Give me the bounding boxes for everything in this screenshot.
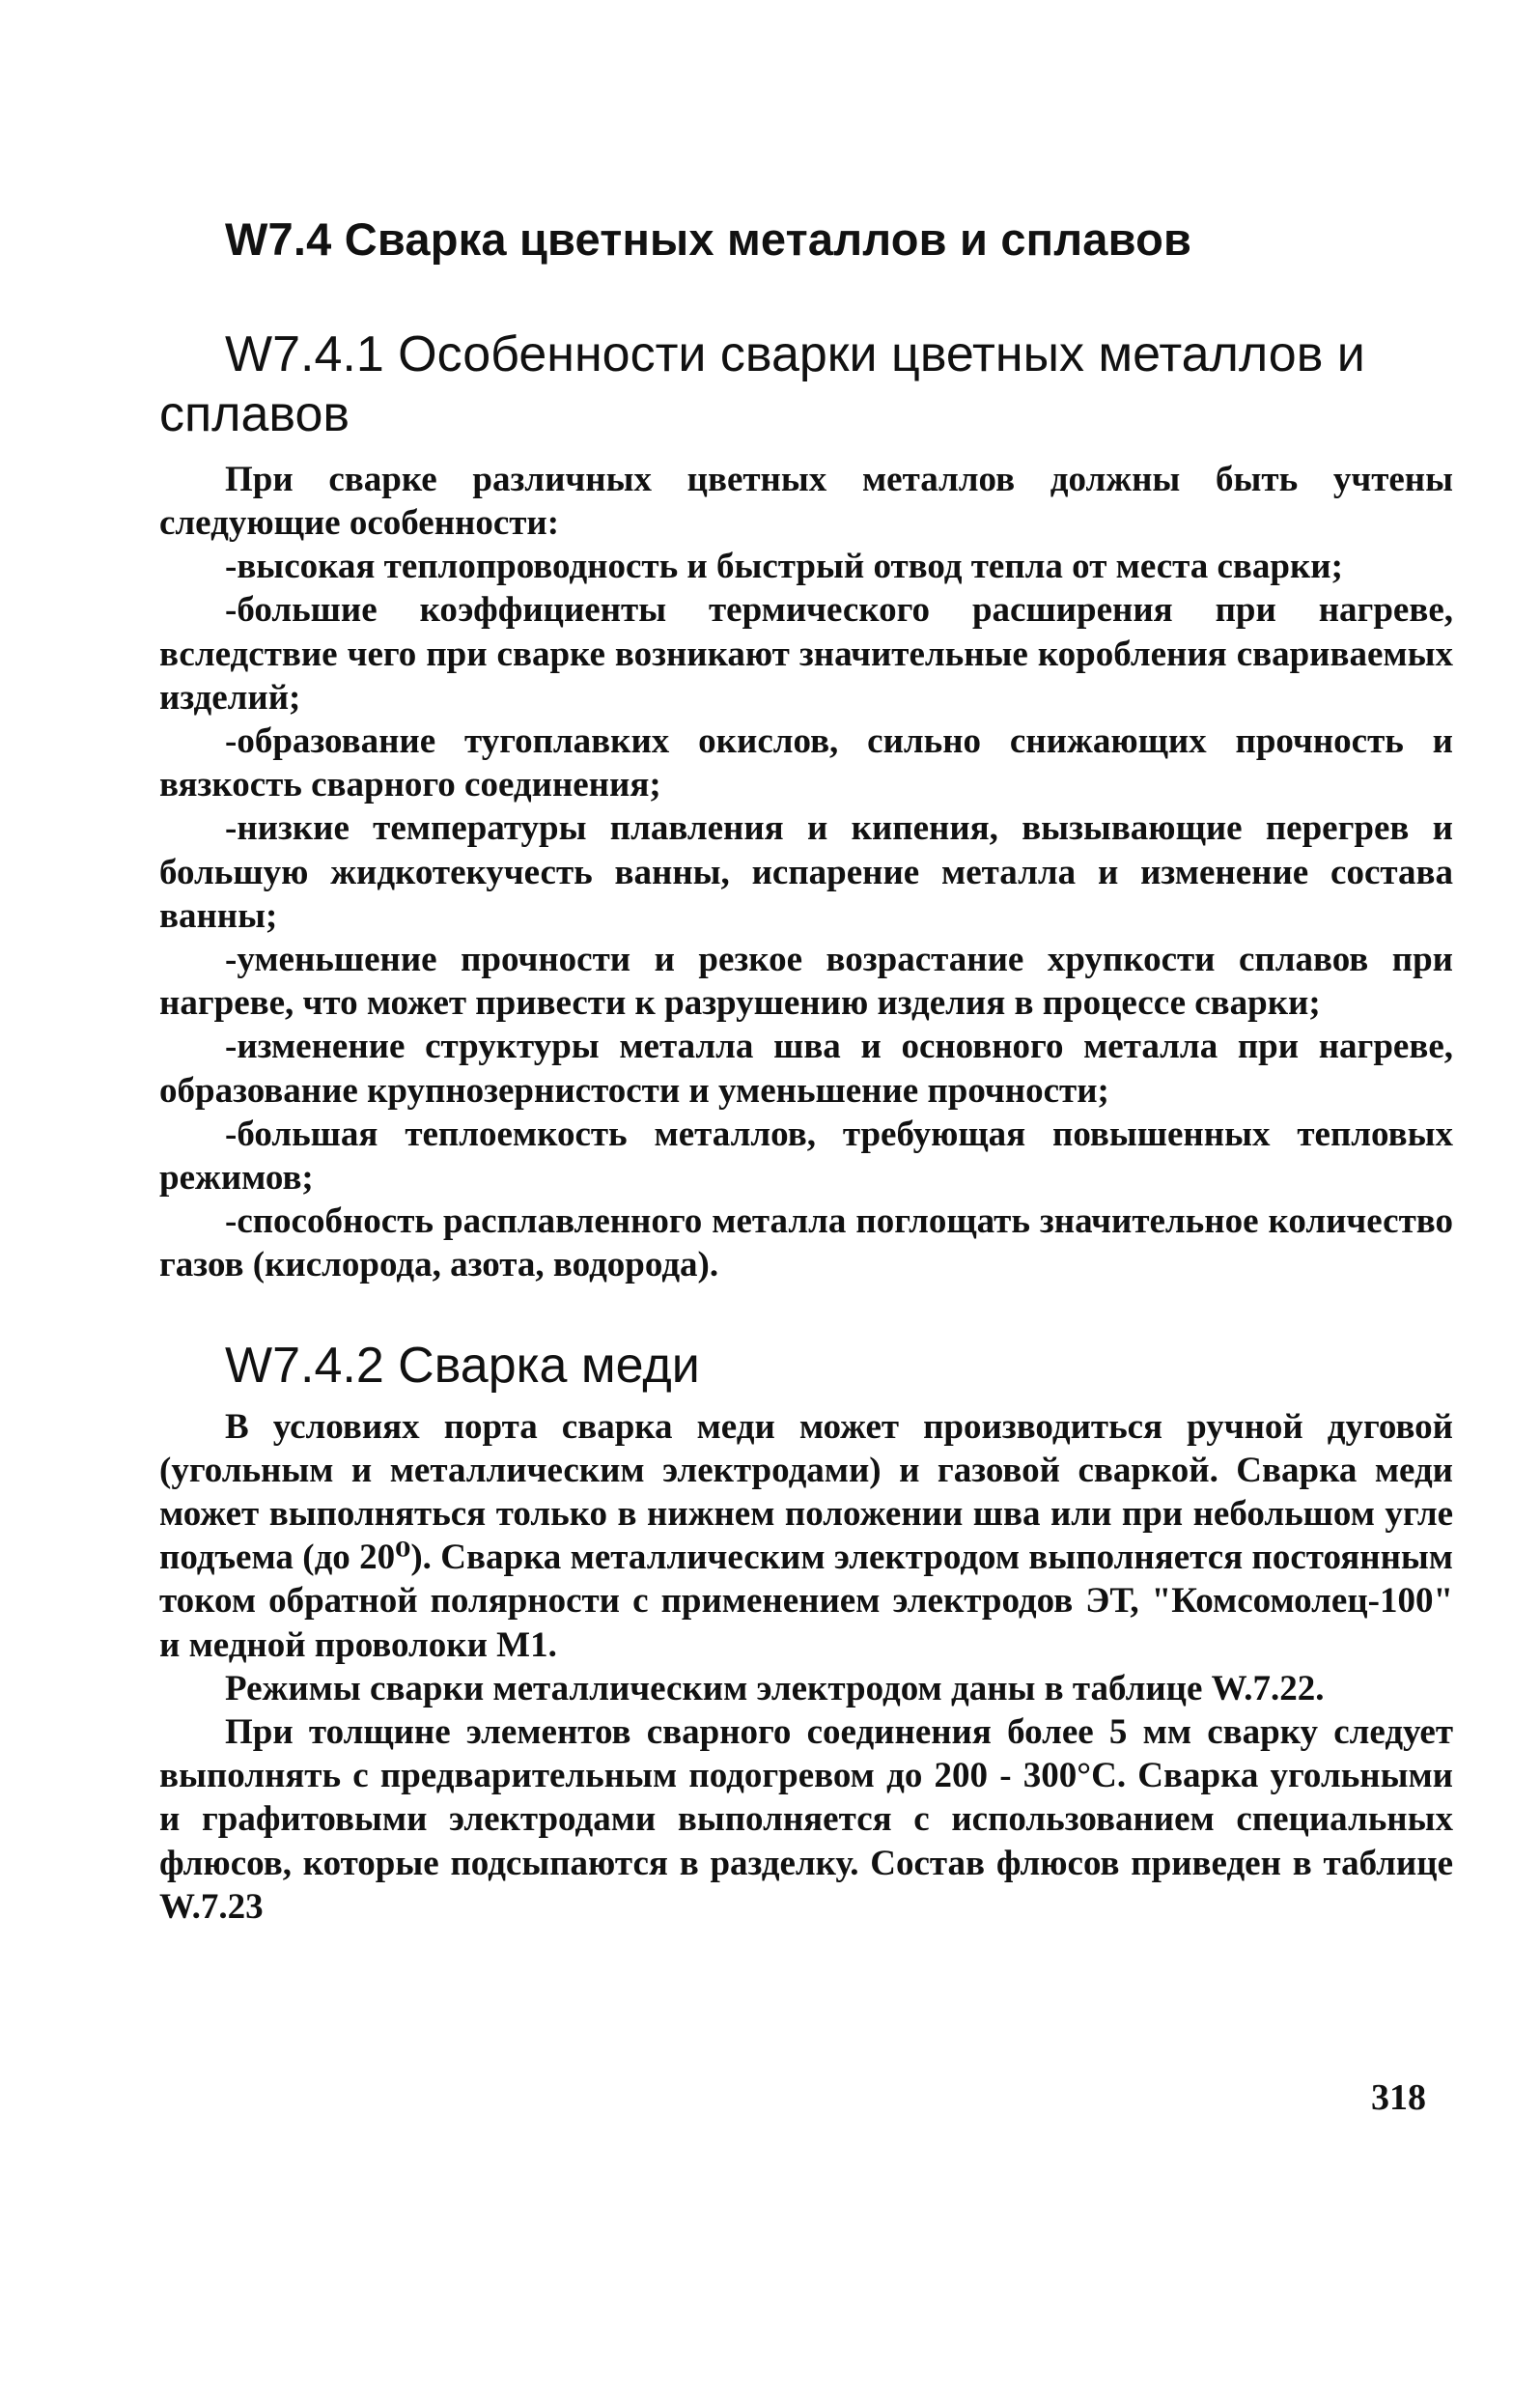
copper-paragraph: При толщине элементов сварного соединения более 5 мм сварку следует выполнять с предварительным подогревом до 200 - 300°С. Сварка угольными и графитовыми электродами выполняется с использованием специальных флюсов, которые подсыпаются в разделку. Состав флюсов приведен в таблице W.7.23: [159, 1711, 1453, 1927]
feature-item: -низкие температуры плавления и кипения, вызывающие перегрев и большую жидкотекучесть ванны, испарение металла и изменение состава ванны;: [159, 808, 1453, 936]
feature-item: -способность расплавленного металла поглощать значительное количество газов (кислорода, азота, водорода).: [159, 1201, 1453, 1285]
feature-item: -изменение структуры металла шва и основного металла при нагреве, образование крупнозернистости и уменьшение прочности;: [159, 1027, 1453, 1111]
feature-item: -большая теплоемкость металлов, требующая повышенных тепловых режимов;: [159, 1114, 1453, 1198]
feature-item: -уменьшение прочности и резкое возрастание хрупкости сплавов при нагреве, что может привести к разрушению изделия в процессе сварки;: [159, 939, 1453, 1024]
copper-text-block: [159, 1405, 1453, 1929]
document-page: [159, 214, 1453, 1929]
features-intro: При сварке различных цветных металлов должны быть учтены следующие особенности:: [159, 459, 1453, 543]
chapter-heading: W7.4 Сварка цветных металлов и сплавов: [225, 213, 1192, 265]
copper-paragraph: В условиях порта сварка меди может производиться ручной дуговой (угольным и металлическим электродами) и газовой сваркой. Сварка меди может выполняться только в нижнем положении шва или при небольшом угле подъема (до 20⁰). Сварка металлическим электродом выполняется постоянным током обратной полярности с применением электродов ЭТ, "Комсомолец-100" и медной проволоки М1.: [159, 1406, 1453, 1665]
feature-item: -образование тугоплавких окислов, сильно снижающих прочность и вязкость сварного соединения;: [159, 720, 1453, 805]
features-text-block: [159, 458, 1453, 1287]
copper-paragraph: Режимы сварки металлическим электродом даны в таблице W.7.22.: [225, 1668, 1325, 1708]
page-number: 318: [1371, 2077, 1426, 2118]
section-heading-features: W7.4.1 Особенности сварки цветных металлов и сплавов: [159, 325, 1365, 442]
section-heading-copper: W7.4.2 Сварка меди: [225, 1337, 700, 1394]
feature-item: -высокая теплопроводность и быстрый отвод тепла от места сварки;: [225, 547, 1343, 587]
feature-item: -большие коэффициенты термического расширения при нагреве, вследствие чего при сварке возникают значительные коробления свариваемых изделий;: [159, 590, 1453, 718]
